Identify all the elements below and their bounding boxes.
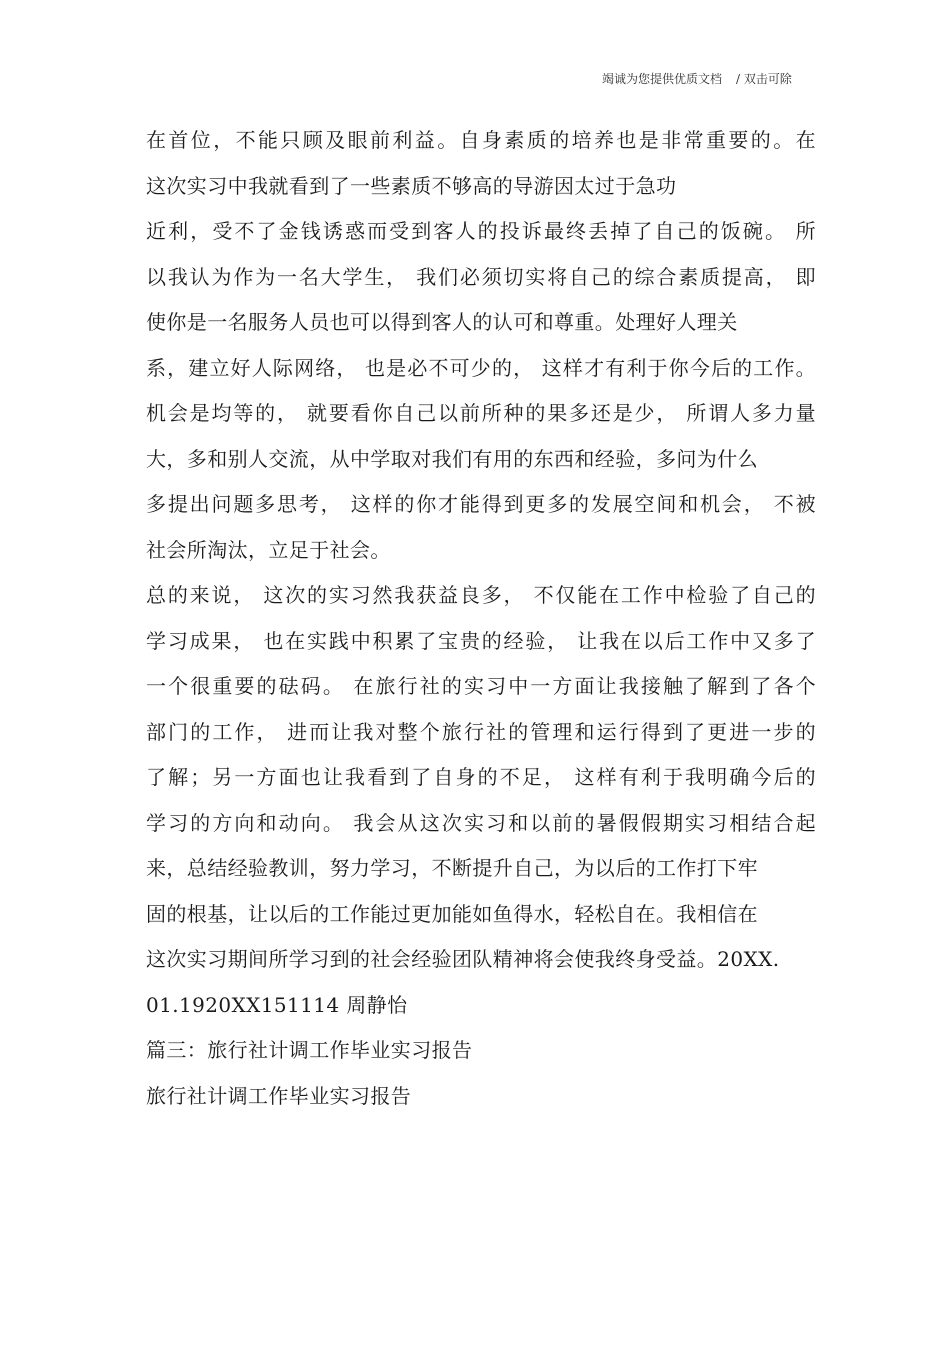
text-line: 固的根基，让以后的工作能过更加能如鱼得水，轻松自在。我相信在 bbox=[146, 901, 758, 926]
text-line: 机会是均等的， 就要看你自己以前所种的果多还是少， 所谓人多力量 bbox=[146, 401, 816, 425]
text-line: 了解；另一方面也让我看到了自身的不足， 这样有利于我明确今后的 bbox=[146, 765, 816, 789]
header-note: 竭诚为您提供优质文档 bbox=[602, 72, 723, 86]
text-line: 这次实习期间所学习到的社会经验团队精神将会使我终身受益。20XX. bbox=[146, 947, 780, 971]
text-line: 社会所淘汰，立足于社会。 bbox=[146, 537, 391, 562]
text-line: 系，建立好人际网络， 也是必不可少的， 这样才有利于你今后的工作。 bbox=[146, 355, 816, 380]
text-line: 使你是一名服务人员也可以得到客人的认可和尊重。处理好人理关 bbox=[146, 310, 738, 334]
document-body bbox=[146, 118, 816, 1119]
text-line: 以我认为作为一名大学生， 我们必须切实将自己的综合素质提高， 即 bbox=[146, 264, 816, 289]
text-line: 来，总结经验教训，努力学习，不断提升自己，为以后的工作打下牢 bbox=[146, 856, 758, 880]
text-line: 学习成果， 也在实践中积累了宝贵的经验， 让我在以后工作中又多了 bbox=[146, 628, 816, 653]
text-line: 近利，受不了金钱诱惑而受到客人的投诉最终丢掉了自己的饭碗。 所 bbox=[146, 219, 816, 243]
text-line: 大，多和别人交流，从中学取对我们有用的东西和经验，多问为什么 bbox=[146, 446, 758, 471]
section-subtitle: 旅行社计调工作毕业实习报告 bbox=[146, 1083, 412, 1108]
text-line: 01.1920XX151114 周静怡 bbox=[146, 992, 408, 1017]
text-line: 学习的方向和动向。 我会从这次实习和以前的暑假假期实习相结合起 bbox=[146, 810, 816, 835]
text-line: 多提出问题多思考， 这样的你才能得到更多的发展空间和机会， 不被 bbox=[146, 492, 816, 516]
text-line: 在首位，不能只顾及眼前利益。自身素质的培养也是非常重要的。在 bbox=[146, 128, 816, 152]
text-line: 这次实习中我就看到了一些素质不够高的导游因太过于急功 bbox=[146, 173, 677, 198]
text-line: 一个很重要的砝码。 在旅行社的实习中一方面让我接触了解到了各个 bbox=[146, 674, 816, 698]
text-line: 部门的工作， 进而让我对整个旅行社的管理和运行得到了更进一步的 bbox=[146, 719, 816, 744]
header-hint: / 双击可除 bbox=[736, 72, 792, 86]
text-line: 总的来说， 这次的实习然我获益良多， 不仅能在工作中检验了自己的 bbox=[146, 583, 816, 607]
page-header bbox=[602, 70, 792, 87]
section-heading: 篇三：旅行社计调工作毕业实习报告 bbox=[146, 1038, 473, 1062]
